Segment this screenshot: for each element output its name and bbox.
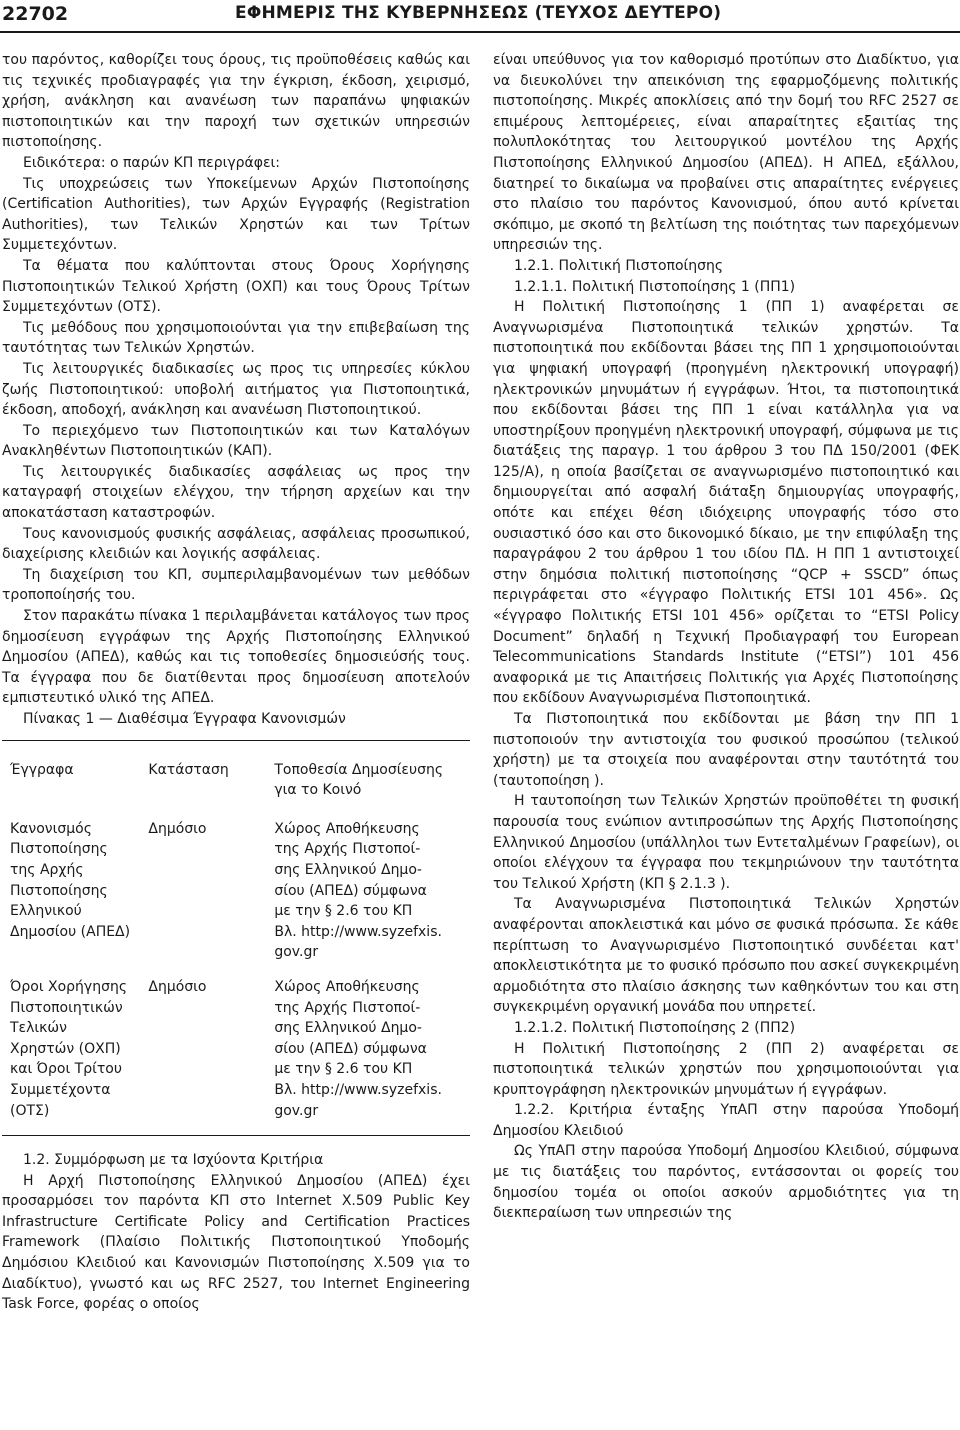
left-column <box>2 50 470 1315</box>
paragraph: Στον παρακάτω πίνακα 1 περιλαμβάνεται κατάλογος των προς δημοσίευση εγγράφων της Αρχής Πιστοποίησης Ελληνικού Δημοσίου (ΑΠΕΔ), καθώς και τις τοποθεσίες δημοσιεύσής τους. Τα έγγραφα που δε διατίθενται προς δημοσίευση αποτελούν εμπιστευτικό υλικό της ΑΠΕΔ. <box>2 608 470 707</box>
column-header-status: Κατάσταση <box>148 761 229 778</box>
paragraph: Το περιεχόμενο των Πιστοποιητικών και των Καταλόγων Ανακληθέντων Πιστοποιητικών (ΚΑΠ). <box>2 422 470 460</box>
table-caption: Πίνακας 1 — Διαθέσιμα Έγγραφα Κανονισμών <box>23 711 346 727</box>
paragraph: του παρόντος, καθορίζει τους όρους, τις προϋποθέσεις καθώς και τις τεχνικές προδιαγραφές για την έγκριση, έκδοση, χειρισμό, χρήση, ανάκληση και ανανέωση των παραπάνω ψηφιακών πιστοποιητικών και την παροχή των σχετικών υπηρεσιών πιστοποίησης. <box>2 52 470 151</box>
cell-document: Όροι Χορήγησης Πιστοποιητικών Τελικών Χρηστών (ΟΧΠ) και Όροι Τρίτου Συμμετέχοντα (ΟΤΣ) <box>10 978 128 1119</box>
paragraph: Τη διαχείριση του ΚΠ, συμπεριλαμβανομένων των μεθόδων τροποποίησής του. <box>2 566 470 604</box>
paragraph: Ειδικότερα: ο παρών ΚΠ περιγράφει: <box>23 154 280 171</box>
right-column <box>493 50 959 1224</box>
table-row <box>2 819 468 977</box>
paragraph: Τα θέματα που καλύπτονται στους Όρους Χορήγησης Πιστοποιητικών Τελικού Χρήστη (ΟΧΠ) και τους Όρους Τρίτων Συμμετεχόντων (ΟΤΣ). <box>2 257 470 316</box>
column-header-documents: Έγγραφα <box>10 761 74 778</box>
table-row <box>2 977 468 1135</box>
section-heading: 1.2.1.1. Πολιτική Πιστοποίησης 1 (ΠΠ1) <box>514 278 796 295</box>
cell-location: Χώρος Αποθήκευσης της Αρχής Πιστοποί- σης Ελληνικού Δημο- σίου (ΑΠΕΔ) σύμφωνα με την § 2.6 του ΚΠ Βλ. http://www.syzefxis. gov.gr <box>274 977 468 1135</box>
paragraph: Τους κανονισμούς φυσικής ασφάλειας, ασφάλειας προσωπικού, διαχείρισης κλειδιών και λογικής ασφάλειας. <box>2 525 470 563</box>
url-text: gov.gr <box>274 1102 319 1119</box>
paragraph: Η Αρχή Πιστοποίησης Ελληνικού Δημοσίου (ΑΠΕΔ) έχει προσαρμόσει τον παρόντα ΚΠ στο Internet X.509 Public Key Infrastructure Certificate Policy and Certification Practices Framework (Πλαίσιο Πολιτικής Πιστοποιητικού Υποδομής Δημόσιου Κλειδιού και Κανονισμών Πιστοποίησης X.509 για το Διαδίκτυο), γνωστό και ως RFC 2527, του Internet Engineering Task Force, φορέας ο οποίος <box>2 1172 470 1313</box>
section-heading: 1.2.1. Πολιτική Πιστοποίησης <box>514 257 724 274</box>
paragraph: Η Πολιτική Πιστοποίησης 2 (ΠΠ 2) αναφέρεται σε πιστοποιητικά τελικών χρηστών που χρησιμοποιούνται για κρυπτογράφηση ηλεκτρονικών μηνυμάτων ή εγγράφων. <box>493 1040 959 1098</box>
paragraph: Τα Αναγνωρισμένα Πιστοποιητικά Τελικών Χρηστών αναφέρονται αποκλειστικά και μόνο σε φυσικά πρόσωπα. Σε κάθε περίπτωση το Αναγνωρισμένο Πιστοποιητικό συνδέεται κατ' αποκλειστικότητα με το φυσικό πρόσωπο που ασκεί συγκεκριμένη αρμοδιότητα στο πλαίσιο άσκησης των καθηκόντων του και στη συγκεκριμένη οργανική μονάδα που υπηρετεί. <box>493 896 959 1016</box>
cell-document: Κανονισμός Πιστοποίησης της Αρχής Πιστοποίησης Ελληνικού Δημοσίου (ΑΠΕΔ) <box>10 820 131 940</box>
cell-status: Δημόσιο <box>148 820 207 837</box>
header-rule <box>0 31 960 33</box>
url-text: Βλ. http://www.syzefxis. <box>274 923 442 940</box>
page-header <box>0 0 960 30</box>
paragraph: Τις λειτουργικές διαδικασίες ως προς τις υπηρεσίες κύκλου ζωής Πιστοποιητικού: υποβολή αιτήματος για Πιστοποιητικά, έκδοση, αποδοχή, ανάκληση και ανανέωση Πιστοποιητικού. <box>2 360 470 419</box>
table-header-row <box>2 750 468 819</box>
paragraph: Τα Πιστοποιητικά που εκδίδονται με βάση την ΠΠ 1 πιστοποιούν την αντιστοιχία του φυσικού προσώπου (τελικού χρήστη) με τα στοιχεία που αναφέρονται στην ταυτότητά του (ταυτοποίηση ). <box>493 711 959 789</box>
paragraph: Τις υποχρεώσεις των Υποκείμενων Αρχών Πιστοποίησης (Certification Authorities), των Αρχών Εγγραφής (Registration Authorities), των Τελικών Χρηστών και των Τρίτων Συμμετεχόντων. <box>2 175 470 254</box>
documents-table <box>2 740 470 1137</box>
url-text: gov.gr <box>274 944 319 961</box>
paragraph: Η Πολιτική Πιστοποίησης 1 (ΠΠ 1) αναφέρεται σε Αναγνωρισμένα Πιστοποιητικά τελικών χρηστών. Τα πιστοποιητικά που εκδίδονται βάσει της ΠΠ 1 χρησιμοποιούνται για ψηφιακή υπογραφή (προηγμένη ηλεκτρονική υπογραφή) ηλεκτρονικών μηνυμάτων ή εγγράφων. Ήτοι, τα πιστοποιητικά που εκδίδονται βάσει της ΠΠ 1 είναι κατάλληλα για να υποστηρίξουν προηγμένη ηλεκτρονική υπογραφή, σύμφωνα με τις διατάξεις της παραγρ. 1 του άρθρου 3 του ΠΔ 150/2001 (ΦΕΚ 125/Α), η οποία βασίζεται σε αναγνωρισμένο πιστοποιητικό και δημιουργείται από ασφαλή διάταξη δημιουργίας υπογραφής, οπότε και επέχει θέση ιδιόχειρης υπογραφής τόσο στο ουσιαστικό όσο και στο δικονομικό δίκαιο, με την επιφύλαξη της παραγράφου 2 του άρθρου 1 του ιδίου ΠΔ. Η ΠΠ 1 αντιστοιχεί στην δημόσια πολιτική πιστοποίησης “QCP + SSCD” όπως περιγράφεται στο «έγγραφο Πολιτικής ETSI 101 456». Ως «έγγραφο Πολιτικής ETSI 101 456» ορίζεται το “ETSI Policy Document” δηλαδή η Τεχνική Προδιαγραφή του European Telecommunications Standards Institute (“ETSI”) 101 456 αναφορικά με τις Απαιτήσεις Πολιτικής για Αρχές Πιστοποίησης που εκδίδουν Αναγνωρισμένα Πιστοποιητικά. <box>493 299 959 707</box>
cell-status: Δημόσιο <box>148 978 207 995</box>
paragraph: Τις μεθόδους που χρησιμοποιούνται για την επιβεβαίωση της ταυτότητας των Τελικών Χρηστών. <box>2 319 470 357</box>
paragraph: Η ταυτοποίηση των Τελικών Χρηστών προϋποθέτει τη φυσική παρουσία τους ενώπιον αντιπροσώπων της Αρχής Πιστοποίησης Ελληνικού Δημοσίου (υπάλληλοι των Εντεταλμένων Γραφείων), οι οποίοι ελέγχουν τα έγγραφα που τεκμηριώνουν την ταυτότητα του Τελικού Χρήστη (ΚΠ § 2.1.3 ). <box>493 793 959 892</box>
column-header-location: Τοποθεσία Δημοσίευσης για το Κοινό <box>274 761 444 799</box>
section-heading: 1.2.2. Κριτήρια ένταξης ΥπΑΠ στην παρούσα Υποδομή Δημοσίου Κλειδιού <box>493 1102 959 1139</box>
paragraph: είναι υπεύθυνος για τον καθορισμό προτύπων στο Διαδίκτυο, για να διευκολύνει την απεικόνιση της εφαρμοζόμενης πολιτικής πιστοποίησης. Μικρές αποκλίσεις από την δομή του RFC 2527 σε επιμέρους λεπτομέρειες, είναι απαραίτητες εξαιτίας της πολυπλοκότητας του λειτουργικού μοντέλου της Αρχής Πιστοποίησης Ελληνικού Δημοσίου (ΑΠΕΔ). Η ΑΠΕΔ, εξάλλου, διατηρεί το δικαίωμα να προβαίνει στις απαραίτητες ενέργειες στο πλαίσιο του παρόντος Κανονισμού, όπου αυτό κρίνεται σκόπιμο, με σκοπό τη βελτίωση της ποιότητας των παρεχόμενων υπηρεσιών της. <box>493 52 959 254</box>
cell-location: Χώρος Αποθήκευσης της Αρχής Πιστοποί- σης Ελληνικού Δημο- σίου (ΑΠΕΔ) σύμφωνα με την § 2.6 του ΚΠ Βλ. http://www.syzefxis. gov.gr <box>274 819 468 977</box>
page-number: 22702 <box>2 3 69 25</box>
section-heading: 1.2. Συμμόρφωση με τα Ισχύοντα Κριτήρια <box>23 1152 324 1169</box>
running-title: ΕΦΗΜΕΡΙΣ ΤΗΣ ΚΥΒΕΡΝΗΣΕΩΣ (ΤΕΥΧΟΣ ΔΕΥΤΕΡΟ) <box>235 3 722 23</box>
paragraph: Ως ΥπΑΠ στην παρούσα Υποδομή Δημοσίου Κλειδιού, σύμφωνα με τις διατάξεις του παρόντος, εντάσσονται οι φορείς του δημοσίου τομέα οι οποίοι ασκούν αρμοδιότητες για τη διεκπεραίωση των υπηρεσιών της <box>493 1143 959 1222</box>
url-text: Βλ. http://www.syzefxis. <box>274 1081 442 1098</box>
paragraph: Τις λειτουργικές διαδικασίες ασφάλειας ως προς την καταγραφή στοιχείων ελέγχου, την τήρηση αρχείων και την αποκατάσταση καταστροφών. <box>2 463 470 522</box>
section-heading: 1.2.1.2. Πολιτική Πιστοποίησης 2 (ΠΠ2) <box>514 1019 796 1036</box>
